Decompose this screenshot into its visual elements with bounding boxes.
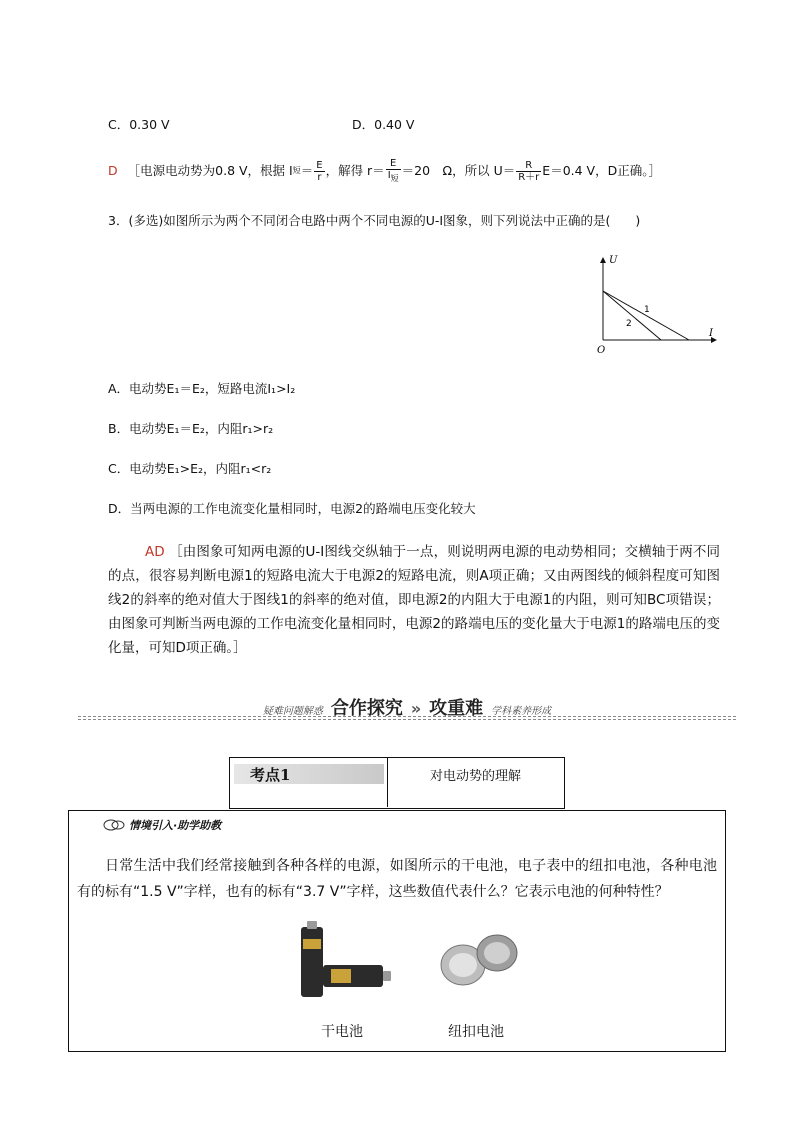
option-d: D．0.40 V — [352, 117, 415, 132]
answer-2-text-1: ［电源电动势为0.8 V，根据 I — [127, 163, 293, 178]
fraction-numerator: E — [386, 158, 401, 170]
i-axis-label: I — [709, 328, 713, 339]
button-battery-image — [437, 929, 529, 991]
line-1-label: 1 — [644, 305, 650, 315]
fraction-denominator: R＋r — [518, 171, 540, 183]
answer-3-text: ［由图象可知两电源的U-I图线交纵轴于一点，则说明两电源的电动势相同；交横轴于两不同的点，很容易判断电源1的短路电流大于电源2的短路电流，则A项正确；又由两图线的倾斜程度可知图线2的斜率的绝对值大于图线1的斜率的绝对值，即电源2的内阻大于电源1的内阻，则可知BC项错误；由图象可判断当两电源的工作电流变化量相同时，电源2的路端电压的变化量大于电源1的路端电压的变化量，可知D项正确。］ — [108, 544, 720, 656]
banner-main-1: 合作探究 — [330, 698, 403, 719]
banner-main-2: 攻重难 — [429, 698, 484, 719]
u-axis-label: U — [609, 255, 618, 266]
answer-2-text-5: E＝0.4 V，D正确。］ — [542, 163, 661, 178]
fraction-e-over-r — [314, 160, 324, 183]
q3-option-a: A．电动势E₁＝E₂，短路电流I₁>I₂ — [108, 381, 296, 396]
scene-body: 日常生活中我们经常接触到各种各样的电源，如图所示的干电池，电子表中的纽扣电池，各种电池有的标有“1.5 V”字样，也有的标有“3.7 V”字样，这些数值代表什么？它表示电池的何种特性？ — [77, 858, 717, 900]
origin-label: O — [597, 345, 606, 356]
banner-rule-top — [78, 716, 736, 717]
scene-box — [68, 810, 726, 1052]
fraction-e-over-i — [386, 158, 401, 184]
fraction-den-main: I — [387, 170, 391, 181]
banner-rule-bottom — [78, 719, 736, 720]
answer-2-letter: D — [108, 163, 118, 178]
kaodian-box — [229, 757, 565, 809]
answer-3 — [108, 540, 720, 660]
caption-dry-battery: 干电池 — [321, 1024, 363, 1040]
section-banner — [78, 692, 736, 720]
option-c: C．0.30 V — [108, 117, 170, 132]
answer-3-letter: AD — [145, 544, 165, 560]
graph-line-2 — [603, 291, 661, 340]
fraction-denominator: r — [317, 171, 322, 183]
answer-2-text-4: ＝20 Ω，所以 U＝ — [401, 163, 516, 178]
answer-2-sub-short: 短 — [292, 166, 301, 175]
banner-right-text: 学科素养形成 — [491, 706, 552, 717]
graph-line-1 — [603, 291, 689, 340]
question-3-stem: 3．(多选)如图所示为两个不同闭合电路中两个不同电源的U-I图象，则下列说法中正确的是( ) — [108, 213, 641, 228]
fraction-numerator: R — [516, 160, 541, 172]
fraction-denominator — [386, 170, 401, 184]
dry-battery-image — [297, 919, 397, 1001]
fraction-r-over-rr — [516, 160, 541, 183]
scene-header-icon — [103, 818, 125, 832]
q3-option-c: C．电动势E₁>E₂，内阻r₁<r₂ — [108, 461, 272, 476]
answer-2 — [108, 158, 661, 184]
banner-arrow-icon: » — [410, 699, 422, 718]
scene-header — [103, 817, 221, 833]
q3-option-b: B．电动势E₁＝E₂，内阻r₁>r₂ — [108, 421, 274, 436]
line-2-label: 2 — [626, 319, 632, 329]
kaodian-title: 对电动势的理解 — [430, 769, 522, 784]
answer-2-text-2: ＝ — [300, 163, 314, 178]
fraction-numerator: E — [316, 159, 323, 171]
ui-graph — [592, 250, 722, 358]
answer-2-text-3: ，解得 r＝ — [325, 163, 385, 178]
kaodian-tag-cell — [230, 758, 388, 807]
scene-header-text: 情境引入·助学助教 — [129, 819, 222, 832]
banner-left-text: 疑难问题解惑 — [262, 706, 323, 717]
fraction-den-sub: 短 — [390, 174, 399, 183]
kaodian-tag: 考点1 — [250, 766, 291, 784]
q3-option-d: D．当两电源的工作电流变化量相同时，电源2的路端电压变化较大 — [108, 501, 476, 516]
caption-button-battery: 纽扣电池 — [448, 1024, 504, 1040]
